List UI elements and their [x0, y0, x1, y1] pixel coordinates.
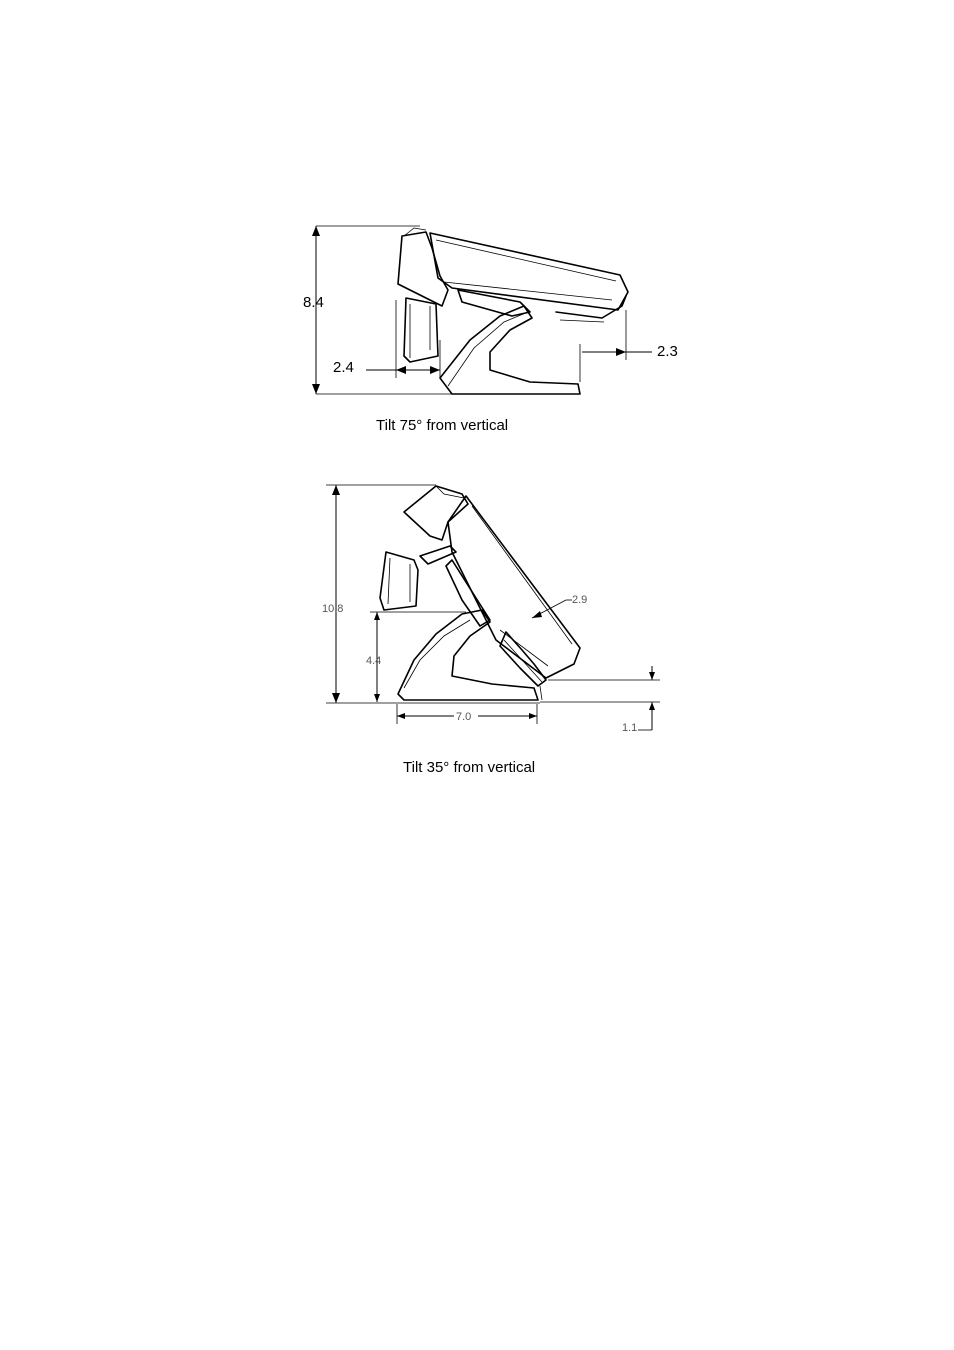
dimension-lower-height-bottom [370, 612, 466, 702]
label-base-width-bottom: 7.0 [456, 711, 472, 723]
monitor-top [398, 228, 628, 322]
caption-top: Tilt 75° from vertical [376, 417, 509, 434]
caption-bottom: Tilt 35° from vertical [403, 759, 536, 776]
dimension-right-top [580, 310, 652, 382]
monitor-bottom [404, 486, 580, 686]
dimension-left-top [366, 300, 440, 378]
label-left-top: 2.4 [333, 359, 354, 376]
dimension-height-bottom [326, 485, 540, 703]
dimension-clearance-bottom [540, 666, 660, 730]
dimension-thickness-bottom [532, 600, 572, 618]
label-height-bottom: 10.8 [322, 603, 344, 615]
figure-top [303, 226, 678, 434]
label-right-top: 2.3 [657, 343, 678, 360]
label-clearance-bottom: 1.1 [622, 722, 638, 734]
label-height-top: 8.4 [303, 294, 324, 311]
accessory-top [404, 298, 438, 362]
stand-bottom [398, 610, 542, 700]
stand-top [440, 306, 580, 394]
label-thickness-bottom: 2.9 [572, 594, 588, 606]
label-lower-height-bottom: 4.4 [366, 655, 382, 667]
accessory-bottom [380, 552, 418, 610]
figure-bottom [322, 485, 660, 776]
